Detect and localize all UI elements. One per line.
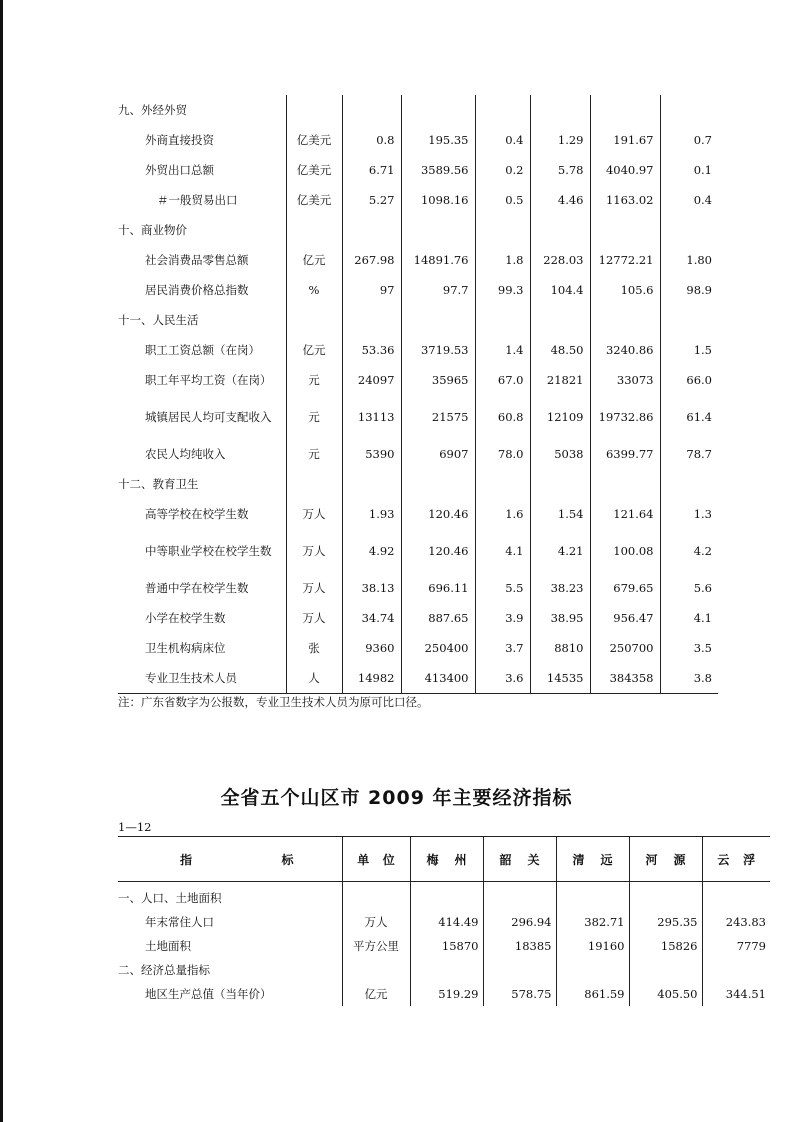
value-cell: 267.98 bbox=[342, 245, 401, 275]
value-cell: 100.08 bbox=[590, 529, 660, 573]
value-cell: 1.54 bbox=[530, 499, 590, 529]
value-cell: 5.5 bbox=[475, 573, 530, 603]
value-cell bbox=[475, 215, 530, 245]
value-cell bbox=[483, 958, 556, 982]
value-cell: 887.65 bbox=[401, 603, 475, 633]
value-cell: 956.47 bbox=[590, 603, 660, 633]
table-row bbox=[118, 365, 718, 395]
value-cell: 861.59 bbox=[556, 982, 629, 1006]
value-cell: 250400 bbox=[401, 633, 475, 663]
table-row bbox=[118, 529, 718, 573]
value-cell: 12109 bbox=[530, 395, 590, 439]
indicator-name: 农民人均纯收入 bbox=[145, 447, 226, 461]
unit-cell bbox=[286, 215, 342, 245]
value-cell: 5038 bbox=[530, 439, 590, 469]
indicator-name: 九、外经外贸 bbox=[118, 103, 187, 117]
unit-cell: 亿美元 bbox=[286, 125, 342, 155]
unit-cell: 万人 bbox=[286, 603, 342, 633]
value-cell bbox=[475, 95, 530, 125]
value-cell: 6399.77 bbox=[590, 439, 660, 469]
value-cell bbox=[590, 469, 660, 499]
value-cell: 413400 bbox=[401, 663, 475, 694]
unit-cell bbox=[286, 95, 342, 125]
indicator-name: 十、商业物价 bbox=[118, 223, 187, 237]
value-cell: 1.6 bbox=[475, 499, 530, 529]
value-cell: 3.5 bbox=[660, 633, 718, 663]
value-cell: 1163.02 bbox=[590, 185, 660, 215]
indicator-name: 土地面积 bbox=[145, 939, 191, 953]
value-cell: 3719.53 bbox=[401, 335, 475, 365]
indicator-name: 一、人口、土地面积 bbox=[118, 891, 222, 905]
value-cell: 66.0 bbox=[660, 365, 718, 395]
section-row bbox=[118, 882, 770, 911]
value-cell: 6.71 bbox=[342, 155, 401, 185]
value-cell bbox=[401, 469, 475, 499]
value-cell bbox=[702, 958, 770, 982]
unit-cell: 亿元 bbox=[286, 245, 342, 275]
value-cell: 679.65 bbox=[590, 573, 660, 603]
section-row bbox=[118, 305, 718, 335]
indicator-name: 十二、教育卫生 bbox=[118, 477, 199, 491]
value-cell bbox=[401, 305, 475, 335]
value-cell: 344.51 bbox=[702, 982, 770, 1006]
value-cell bbox=[342, 305, 401, 335]
value-cell: 5.6 bbox=[660, 573, 718, 603]
value-cell: 0.2 bbox=[475, 155, 530, 185]
unit-cell: 元 bbox=[286, 365, 342, 395]
value-cell: 578.75 bbox=[483, 982, 556, 1006]
value-cell: 4.1 bbox=[660, 603, 718, 633]
value-cell: 5390 bbox=[342, 439, 401, 469]
table-row bbox=[118, 499, 718, 529]
value-cell: 38.95 bbox=[530, 603, 590, 633]
unit-cell: % bbox=[286, 275, 342, 305]
table-footnote: 注：广东省数字为公报数，专业卫生技术人员为原可比口径。 bbox=[118, 695, 429, 709]
table-row bbox=[118, 982, 770, 1006]
value-cell: 97 bbox=[342, 275, 401, 305]
indicator-name: 职工工资总额（在岗） bbox=[145, 343, 260, 357]
unit-cell: 万人 bbox=[286, 573, 342, 603]
value-cell: 24097 bbox=[342, 365, 401, 395]
value-cell: 1.93 bbox=[342, 499, 401, 529]
value-cell bbox=[401, 95, 475, 125]
header-heyuan: 河 源 bbox=[629, 837, 702, 882]
section-row bbox=[118, 469, 718, 499]
unit-cell: 亿美元 bbox=[286, 155, 342, 185]
indicator-name: 外商直接投资 bbox=[145, 133, 214, 147]
table-row bbox=[118, 275, 718, 305]
value-cell: 243.83 bbox=[702, 910, 770, 934]
value-cell bbox=[475, 469, 530, 499]
value-cell: 33073 bbox=[590, 365, 660, 395]
value-cell bbox=[556, 882, 629, 911]
unit-cell: 人 bbox=[286, 663, 342, 694]
value-cell bbox=[660, 305, 718, 335]
value-cell: 384358 bbox=[590, 663, 660, 694]
indicator-name: 地区生产总值（当年价） bbox=[145, 987, 272, 1001]
value-cell: 121.64 bbox=[590, 499, 660, 529]
value-cell: 19160 bbox=[556, 934, 629, 958]
value-cell: 1.4 bbox=[475, 335, 530, 365]
value-cell: 53.36 bbox=[342, 335, 401, 365]
section-row bbox=[118, 95, 718, 125]
value-cell: 0.4 bbox=[660, 185, 718, 215]
value-cell: 0.4 bbox=[475, 125, 530, 155]
value-cell: 1.5 bbox=[660, 335, 718, 365]
indicator-name: 中等职业学校在校学生数 bbox=[145, 544, 272, 558]
value-cell: 12772.21 bbox=[590, 245, 660, 275]
value-cell: 78.0 bbox=[475, 439, 530, 469]
value-cell: 4.2 bbox=[660, 529, 718, 573]
indicator-name: 外贸出口总额 bbox=[145, 163, 214, 177]
indicator-name: 普通中学在校学生数 bbox=[145, 581, 249, 595]
indicator-name: 高等学校在校学生数 bbox=[145, 507, 249, 521]
value-cell: 4.1 bbox=[475, 529, 530, 573]
value-cell: 0.5 bbox=[475, 185, 530, 215]
value-cell bbox=[342, 469, 401, 499]
value-cell: 0.8 bbox=[342, 125, 401, 155]
value-cell: 7779 bbox=[702, 934, 770, 958]
table-row bbox=[118, 439, 718, 469]
value-cell bbox=[590, 95, 660, 125]
value-cell: 295.35 bbox=[629, 910, 702, 934]
value-cell: 35965 bbox=[401, 365, 475, 395]
value-cell bbox=[660, 469, 718, 499]
value-cell bbox=[702, 882, 770, 911]
table-row bbox=[118, 633, 718, 663]
value-cell: 60.8 bbox=[475, 395, 530, 439]
header-row bbox=[118, 837, 770, 882]
value-cell: 5.27 bbox=[342, 185, 401, 215]
indicator-name: 职工年平均工资（在岗） bbox=[145, 373, 272, 387]
value-cell: 38.13 bbox=[342, 573, 401, 603]
value-cell: 296.94 bbox=[483, 910, 556, 934]
value-cell: 382.71 bbox=[556, 910, 629, 934]
value-cell: 99.3 bbox=[475, 275, 530, 305]
value-cell: 250700 bbox=[590, 633, 660, 663]
value-cell: 19732.86 bbox=[590, 395, 660, 439]
unit-cell: 亿元 bbox=[342, 982, 410, 1006]
header-shaoguan: 韶 关 bbox=[483, 837, 556, 882]
unit-cell: 万人 bbox=[286, 499, 342, 529]
value-cell: 97.7 bbox=[401, 275, 475, 305]
value-cell: 5.78 bbox=[530, 155, 590, 185]
value-cell: 405.50 bbox=[629, 982, 702, 1006]
value-cell: 21575 bbox=[401, 395, 475, 439]
value-cell bbox=[629, 882, 702, 911]
table-row bbox=[118, 934, 770, 958]
indicator-name: 社会消费品零售总额 bbox=[145, 253, 249, 267]
table-row bbox=[118, 663, 718, 694]
value-cell: 13113 bbox=[342, 395, 401, 439]
unit-cell: 元 bbox=[286, 439, 342, 469]
value-cell: 1.29 bbox=[530, 125, 590, 155]
value-cell: 519.29 bbox=[410, 982, 483, 1006]
table-row bbox=[118, 910, 770, 934]
value-cell bbox=[660, 215, 718, 245]
value-cell: 21821 bbox=[530, 365, 590, 395]
value-cell: 98.9 bbox=[660, 275, 718, 305]
value-cell: 191.67 bbox=[590, 125, 660, 155]
table-row bbox=[118, 155, 718, 185]
value-cell: 414.49 bbox=[410, 910, 483, 934]
value-cell: 3.7 bbox=[475, 633, 530, 663]
value-cell: 4040.97 bbox=[590, 155, 660, 185]
indicator-name: 卫生机构病床位 bbox=[145, 641, 226, 655]
value-cell: 48.50 bbox=[530, 335, 590, 365]
unit-cell: 亿美元 bbox=[286, 185, 342, 215]
value-cell: 1.3 bbox=[660, 499, 718, 529]
value-cell: 78.7 bbox=[660, 439, 718, 469]
value-cell: 15826 bbox=[629, 934, 702, 958]
value-cell: 3.9 bbox=[475, 603, 530, 633]
value-cell bbox=[530, 305, 590, 335]
unit-cell: 万人 bbox=[286, 529, 342, 573]
value-cell: 120.46 bbox=[401, 499, 475, 529]
value-cell: 14982 bbox=[342, 663, 401, 694]
indicator-name: 年末常住人口 bbox=[145, 915, 214, 929]
value-cell: 3589.56 bbox=[401, 155, 475, 185]
indicator-name: 小学在校学生数 bbox=[145, 611, 226, 625]
mountain-cities-table bbox=[118, 836, 770, 1006]
section-row bbox=[118, 958, 770, 982]
unit-cell: 元 bbox=[286, 395, 342, 439]
value-cell: 105.6 bbox=[590, 275, 660, 305]
value-cell: 14535 bbox=[530, 663, 590, 694]
header-meizhou: 梅 州 bbox=[410, 837, 483, 882]
value-cell bbox=[483, 882, 556, 911]
indicator-name: 十一、人民生活 bbox=[118, 313, 199, 327]
table-row bbox=[118, 573, 718, 603]
table-row bbox=[118, 395, 718, 439]
value-cell: 195.35 bbox=[401, 125, 475, 155]
value-cell: 0.7 bbox=[660, 125, 718, 155]
value-cell: 34.74 bbox=[342, 603, 401, 633]
value-cell bbox=[556, 958, 629, 982]
unit-cell bbox=[286, 469, 342, 499]
unit-cell: 万人 bbox=[342, 910, 410, 934]
header-indicator: 指 标 bbox=[118, 837, 342, 882]
table-row bbox=[118, 125, 718, 155]
value-cell: 120.46 bbox=[401, 529, 475, 573]
value-cell: 18385 bbox=[483, 934, 556, 958]
table-row bbox=[118, 245, 718, 275]
value-cell: 3.6 bbox=[475, 663, 530, 694]
header-yunfu: 云 浮 bbox=[702, 837, 770, 882]
indicator-name: 城镇居民人均可支配收入 bbox=[145, 410, 272, 424]
value-cell bbox=[530, 215, 590, 245]
value-cell: 0.1 bbox=[660, 155, 718, 185]
indicator-table-continued bbox=[118, 95, 718, 694]
value-cell bbox=[530, 469, 590, 499]
table-number: 1—12 bbox=[118, 820, 152, 834]
value-cell: 4.21 bbox=[530, 529, 590, 573]
unit-cell: 亿元 bbox=[286, 335, 342, 365]
unit-cell bbox=[286, 305, 342, 335]
value-cell: 1.80 bbox=[660, 245, 718, 275]
value-cell: 4.92 bbox=[342, 529, 401, 573]
table-row bbox=[118, 185, 718, 215]
value-cell: 38.23 bbox=[530, 573, 590, 603]
table-title: 全省五个山区市 2009 年主要经济指标 bbox=[220, 787, 573, 809]
value-cell: 3240.86 bbox=[590, 335, 660, 365]
value-cell: 67.0 bbox=[475, 365, 530, 395]
unit-cell: 张 bbox=[286, 633, 342, 663]
table-row bbox=[118, 603, 718, 633]
value-cell bbox=[590, 305, 660, 335]
value-cell: 8810 bbox=[530, 633, 590, 663]
value-cell bbox=[629, 958, 702, 982]
value-cell bbox=[410, 882, 483, 911]
value-cell bbox=[530, 95, 590, 125]
unit-cell bbox=[342, 882, 410, 911]
value-cell bbox=[342, 95, 401, 125]
value-cell bbox=[410, 958, 483, 982]
value-cell: 61.4 bbox=[660, 395, 718, 439]
value-cell bbox=[590, 215, 660, 245]
value-cell: 3.8 bbox=[660, 663, 718, 694]
value-cell: 696.11 bbox=[401, 573, 475, 603]
value-cell: 15870 bbox=[410, 934, 483, 958]
value-cell: 1.8 bbox=[475, 245, 530, 275]
value-cell: 4.46 bbox=[530, 185, 590, 215]
page-left-edge bbox=[0, 0, 3, 1122]
value-cell bbox=[342, 215, 401, 245]
value-cell: 6907 bbox=[401, 439, 475, 469]
value-cell: 104.4 bbox=[530, 275, 590, 305]
value-cell bbox=[401, 215, 475, 245]
unit-cell bbox=[342, 958, 410, 982]
indicator-name: ＃一般贸易出口 bbox=[157, 193, 238, 207]
value-cell bbox=[475, 305, 530, 335]
value-cell: 14891.76 bbox=[401, 245, 475, 275]
value-cell: 1098.16 bbox=[401, 185, 475, 215]
value-cell bbox=[660, 95, 718, 125]
header-qingyuan: 清 远 bbox=[556, 837, 629, 882]
value-cell: 228.03 bbox=[530, 245, 590, 275]
header-unit: 单 位 bbox=[342, 837, 410, 882]
indicator-name: 居民消费价格总指数 bbox=[145, 283, 249, 297]
table-row bbox=[118, 335, 718, 365]
value-cell: 9360 bbox=[342, 633, 401, 663]
unit-cell: 平方公里 bbox=[342, 934, 410, 958]
section-row bbox=[118, 215, 718, 245]
indicator-name: 二、经济总量指标 bbox=[118, 963, 210, 977]
indicator-name: 专业卫生技术人员 bbox=[118, 663, 286, 694]
